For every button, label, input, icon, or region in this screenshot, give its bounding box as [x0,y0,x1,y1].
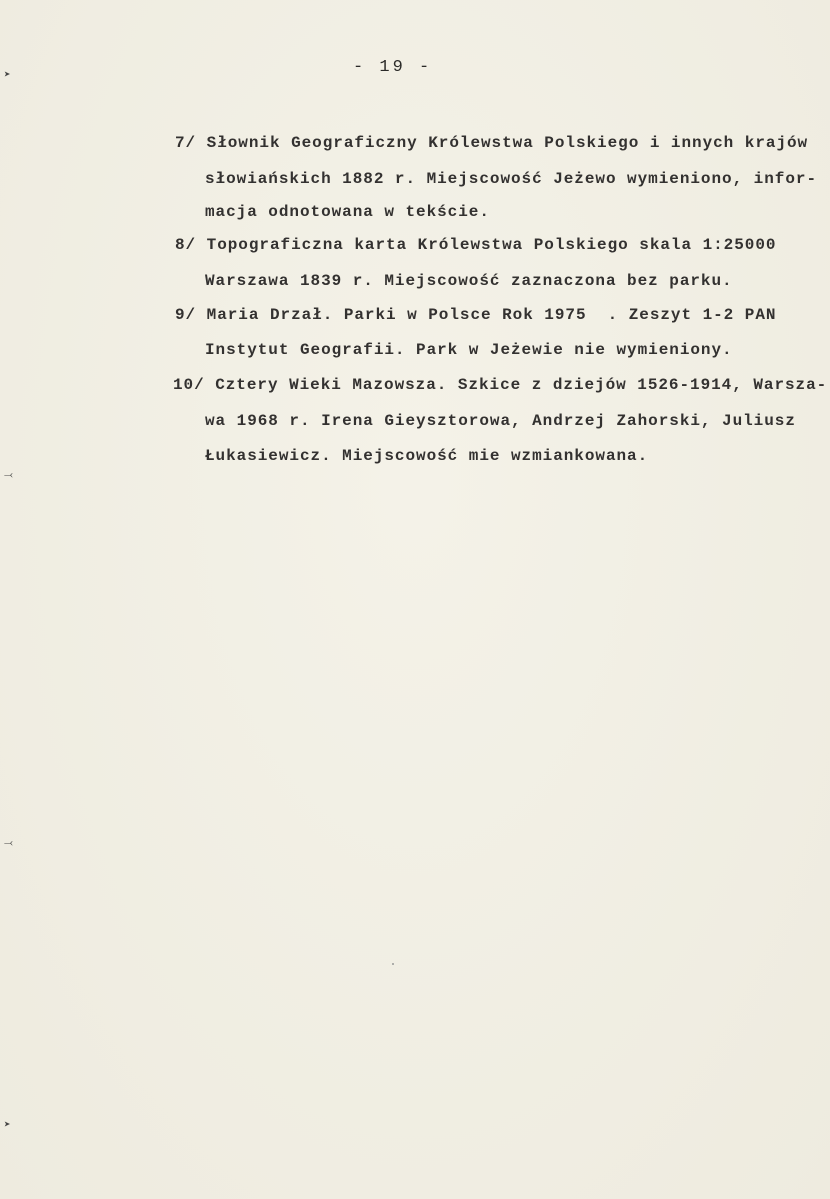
entry-7-line-2: słowiańskich 1882 r. Miejscowość Jeżewo wymieniono, infor- [205,170,817,188]
entry-8-line-1: 8/ Topograficzna karta Królewstwa Polskiego skala 1:25000 [175,236,777,254]
entry-7-line-1: 7/ Słownik Geograficzny Królewstwa Polskiego i innych krajów [175,134,809,152]
binding-mark-icon: ➤ [4,1120,11,1132]
entry-7-line-3: macja odnotowana w tekście. [205,203,490,221]
binding-mark-icon: ➤ [4,70,11,82]
binding-mark-icon: ⤙ [4,838,13,850]
binding-mark-icon: ⤙ [4,470,13,482]
entry-10-line-2: wa 1968 r. Irena Gieysztorowa, Andrzej Zahorski, Juliusz [205,412,796,430]
paper-speck [392,963,394,965]
entry-10-line-1: 10/ Cztery Wieki Mazowsza. Szkice z dziejów 1526-1914, Warsza- [173,376,828,394]
entry-10-line-3: Łukasiewicz. Miejscowość mie wzmiankowana. [205,447,649,465]
page-number: - 19 - [353,58,433,77]
entry-8-line-2: Warszawa 1839 r. Miejscowość zaznaczona bez parku. [205,272,733,290]
entry-9-line-2: Instytut Geografii. Park w Jeżewie nie wymieniony. [205,341,733,359]
entry-9-line-1: 9/ Maria Drzał. Parki w Polsce Rok 1975 . Zeszyt 1-2 PAN [175,306,777,324]
